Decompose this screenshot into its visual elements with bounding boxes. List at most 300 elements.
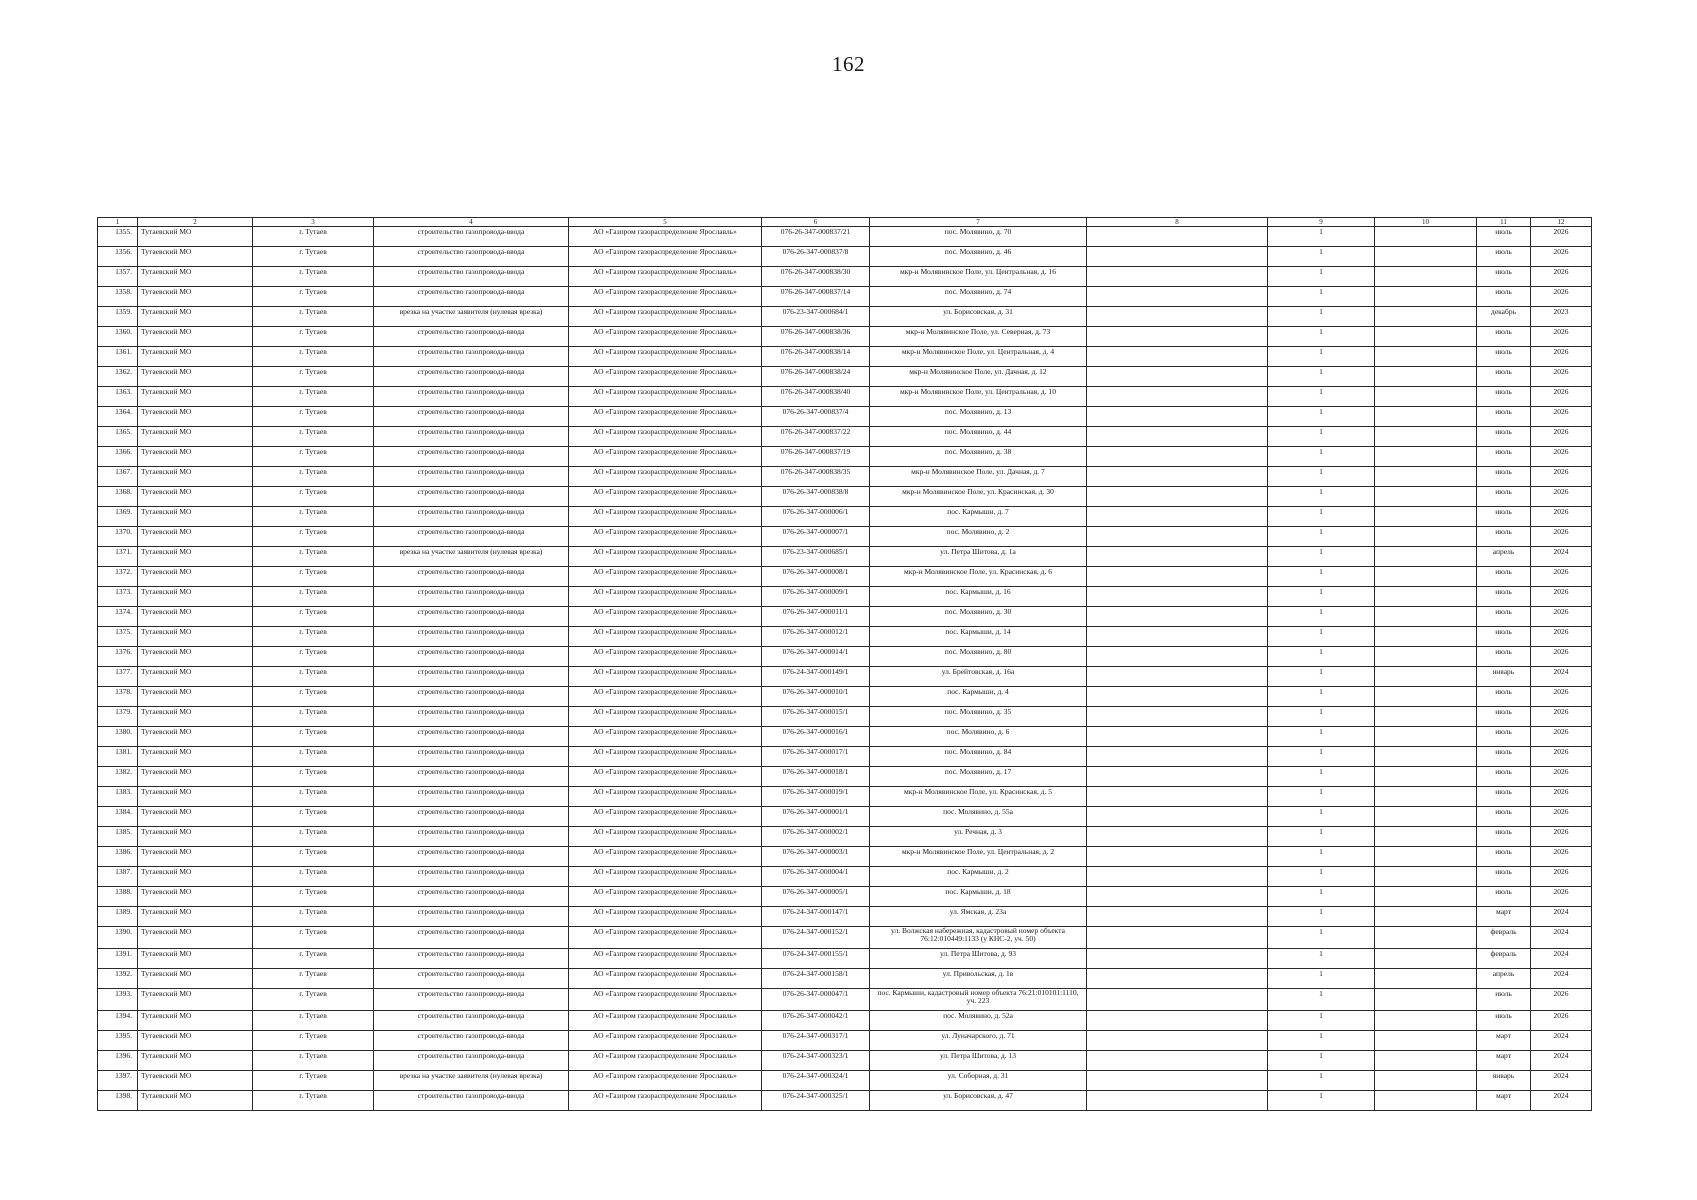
- cell-empty-10: [1375, 607, 1477, 627]
- cell-number: 1371.: [98, 547, 138, 567]
- cell-organization: АО «Газпром газораспределение Ярославль»: [569, 767, 762, 787]
- cell-address: пос. Кармыши, д. 16: [870, 587, 1087, 607]
- cell-city: г. Тутаев: [253, 227, 374, 247]
- cell-number: 1362.: [98, 367, 138, 387]
- cell-work-type: строительство газопровода-ввода: [374, 1031, 569, 1051]
- cell-address: мкр-н Молявинское Поле, ул. Центральная, д. 10: [870, 387, 1087, 407]
- cell-quantity: 1: [1268, 567, 1375, 587]
- cell-work-type: строительство газопровода-ввода: [374, 387, 569, 407]
- cell-city: г. Тутаев: [253, 627, 374, 647]
- cell-number: 1372.: [98, 567, 138, 587]
- cell-empty-10: [1375, 949, 1477, 969]
- cell-year: 2026: [1531, 989, 1592, 1011]
- cell-work-type: строительство газопровода-ввода: [374, 427, 569, 447]
- cell-municipality: Тутаевский МО: [138, 627, 253, 647]
- cell-number: 1358.: [98, 287, 138, 307]
- cell-work-type: строительство газопровода-ввода: [374, 787, 569, 807]
- cell-municipality: Тутаевский МО: [138, 367, 253, 387]
- cell-number: 1394.: [98, 1011, 138, 1031]
- cell-empty-10: [1375, 507, 1477, 527]
- cell-address: ул. Петра Шитова, д. 1а: [870, 547, 1087, 567]
- cell-empty-10: [1375, 969, 1477, 989]
- cell-quantity: 1: [1268, 907, 1375, 927]
- cell-municipality: Тутаевский МО: [138, 307, 253, 327]
- cell-empty-8: [1087, 407, 1268, 427]
- cell-city: г. Тутаев: [253, 507, 374, 527]
- cell-quantity: 1: [1268, 887, 1375, 907]
- table-row: [98, 287, 1592, 307]
- cell-empty-10: [1375, 367, 1477, 387]
- cell-city: г. Тутаев: [253, 767, 374, 787]
- cell-organization: АО «Газпром газораспределение Ярославль»: [569, 807, 762, 827]
- table-row: [98, 227, 1592, 247]
- cell-empty-8: [1087, 969, 1268, 989]
- cell-number: 1396.: [98, 1051, 138, 1071]
- cell-address: пос. Кармыши, д. 18: [870, 887, 1087, 907]
- cell-year: 2026: [1531, 587, 1592, 607]
- cell-organization: АО «Газпром газораспределение Ярославль»: [569, 707, 762, 727]
- cell-empty-8: [1087, 567, 1268, 587]
- cell-request-code: 076-26-347-000009/1: [762, 587, 870, 607]
- cell-year: 2026: [1531, 807, 1592, 827]
- table-row: [98, 787, 1592, 807]
- cell-request-code: 076-24-347-000152/1: [762, 927, 870, 949]
- cell-empty-10: [1375, 807, 1477, 827]
- cell-organization: АО «Газпром газораспределение Ярославль»: [569, 727, 762, 747]
- cell-quantity: 1: [1268, 949, 1375, 969]
- cell-request-code: 076-26-347-000838/40: [762, 387, 870, 407]
- cell-empty-10: [1375, 387, 1477, 407]
- cell-quantity: 1: [1268, 847, 1375, 867]
- cell-city: г. Тутаев: [253, 467, 374, 487]
- cell-city: г. Тутаев: [253, 667, 374, 687]
- cell-empty-10: [1375, 667, 1477, 687]
- column-header-9: 9: [1268, 218, 1375, 227]
- cell-empty-10: [1375, 307, 1477, 327]
- cell-work-type: строительство газопровода-ввода: [374, 347, 569, 367]
- cell-organization: АО «Газпром газораспределение Ярославль»: [569, 667, 762, 687]
- cell-number: 1386.: [98, 847, 138, 867]
- cell-year: 2026: [1531, 747, 1592, 767]
- cell-request-code: 076-26-347-000838/36: [762, 327, 870, 347]
- table-row: [98, 367, 1592, 387]
- cell-municipality: Тутаевский МО: [138, 287, 253, 307]
- table-row: [98, 1011, 1592, 1031]
- cell-year: 2026: [1531, 467, 1592, 487]
- cell-year: 2026: [1531, 427, 1592, 447]
- cell-year: 2026: [1531, 287, 1592, 307]
- cell-year: 2024: [1531, 969, 1592, 989]
- cell-address: пос. Молявино, д. 17: [870, 767, 1087, 787]
- table-row: [98, 347, 1592, 367]
- cell-empty-10: [1375, 567, 1477, 587]
- table-row: [98, 327, 1592, 347]
- cell-year: 2026: [1531, 567, 1592, 587]
- cell-empty-8: [1087, 367, 1268, 387]
- cell-request-code: 076-24-347-000323/1: [762, 1051, 870, 1071]
- cell-city: г. Тутаев: [253, 787, 374, 807]
- cell-month: июль: [1477, 807, 1531, 827]
- cell-city: г. Тутаев: [253, 1011, 374, 1031]
- cell-month: июль: [1477, 507, 1531, 527]
- cell-empty-8: [1087, 647, 1268, 667]
- cell-request-code: 076-26-347-000837/8: [762, 247, 870, 267]
- cell-number: 1370.: [98, 527, 138, 547]
- cell-number: 1387.: [98, 867, 138, 887]
- cell-empty-8: [1087, 827, 1268, 847]
- cell-empty-8: [1087, 807, 1268, 827]
- cell-city: г. Тутаев: [253, 387, 374, 407]
- cell-month: июль: [1477, 267, 1531, 287]
- cell-city: г. Тутаев: [253, 1051, 374, 1071]
- cell-address: ул. Ямская, д. 23а: [870, 907, 1087, 927]
- cell-address: ул. Борисовская, д. 47: [870, 1091, 1087, 1111]
- cell-month: июль: [1477, 647, 1531, 667]
- cell-address: ул. Петра Шитова, д. 13: [870, 1051, 1087, 1071]
- table-row: [98, 949, 1592, 969]
- cell-address: ул. Привольская, д. 1в: [870, 969, 1087, 989]
- cell-empty-8: [1087, 989, 1268, 1011]
- column-header-7: 7: [870, 218, 1087, 227]
- cell-quantity: 1: [1268, 467, 1375, 487]
- cell-city: г. Тутаев: [253, 1031, 374, 1051]
- table-row: [98, 707, 1592, 727]
- cell-request-code: 076-26-347-000838/8: [762, 487, 870, 507]
- cell-work-type: строительство газопровода-ввода: [374, 707, 569, 727]
- cell-empty-10: [1375, 407, 1477, 427]
- cell-empty-10: [1375, 827, 1477, 847]
- table-row: [98, 567, 1592, 587]
- table-row: [98, 507, 1592, 527]
- column-header-3: 3: [253, 218, 374, 227]
- cell-empty-8: [1087, 949, 1268, 969]
- cell-year: 2023: [1531, 307, 1592, 327]
- cell-year: 2024: [1531, 1091, 1592, 1111]
- cell-number: 1367.: [98, 467, 138, 487]
- cell-organization: АО «Газпром газораспределение Ярославль»: [569, 427, 762, 447]
- cell-empty-10: [1375, 927, 1477, 949]
- cell-city: г. Тутаев: [253, 907, 374, 927]
- cell-municipality: Тутаевский МО: [138, 1051, 253, 1071]
- cell-municipality: Тутаевский МО: [138, 527, 253, 547]
- cell-city: г. Тутаев: [253, 827, 374, 847]
- cell-year: 2026: [1531, 627, 1592, 647]
- cell-work-type: врезка на участке заявителя (нулевая врезка): [374, 1071, 569, 1091]
- cell-quantity: 1: [1268, 1051, 1375, 1071]
- cell-quantity: 1: [1268, 827, 1375, 847]
- cell-number: 1368.: [98, 487, 138, 507]
- cell-number: 1381.: [98, 747, 138, 767]
- cell-quantity: 1: [1268, 787, 1375, 807]
- cell-request-code: 076-26-347-000042/1: [762, 1011, 870, 1031]
- table-row: [98, 927, 1592, 949]
- cell-month: февраль: [1477, 927, 1531, 949]
- cell-address: ул. Луначарского, д. 71: [870, 1031, 1087, 1051]
- cell-empty-8: [1087, 667, 1268, 687]
- cell-number: 1376.: [98, 647, 138, 667]
- column-number-row: [98, 218, 1592, 227]
- cell-empty-8: [1087, 907, 1268, 927]
- cell-organization: АО «Газпром газораспределение Ярославль»: [569, 387, 762, 407]
- cell-request-code: 076-26-347-000017/1: [762, 747, 870, 767]
- cell-empty-8: [1087, 527, 1268, 547]
- cell-month: июль: [1477, 407, 1531, 427]
- cell-request-code: 076-26-347-000047/1: [762, 989, 870, 1011]
- cell-empty-10: [1375, 467, 1477, 487]
- cell-year: 2024: [1531, 667, 1592, 687]
- table-row: [98, 387, 1592, 407]
- cell-municipality: Тутаевский МО: [138, 847, 253, 867]
- table-row: [98, 727, 1592, 747]
- column-header-5: 5: [569, 218, 762, 227]
- cell-empty-8: [1087, 707, 1268, 727]
- cell-quantity: 1: [1268, 627, 1375, 647]
- cell-empty-8: [1087, 267, 1268, 287]
- cell-quantity: 1: [1268, 587, 1375, 607]
- cell-request-code: 076-26-347-000837/22: [762, 427, 870, 447]
- cell-number: 1374.: [98, 607, 138, 627]
- cell-empty-10: [1375, 587, 1477, 607]
- cell-empty-10: [1375, 1051, 1477, 1071]
- cell-municipality: Тутаевский МО: [138, 387, 253, 407]
- cell-address: пос. Кармыши, д. 4: [870, 687, 1087, 707]
- cell-work-type: строительство газопровода-ввода: [374, 527, 569, 547]
- cell-organization: АО «Газпром газораспределение Ярославль»: [569, 867, 762, 887]
- cell-number: 1377.: [98, 667, 138, 687]
- cell-empty-10: [1375, 427, 1477, 447]
- cell-month: март: [1477, 1051, 1531, 1071]
- cell-city: г. Тутаев: [253, 707, 374, 727]
- cell-work-type: строительство газопровода-ввода: [374, 867, 569, 887]
- cell-month: июль: [1477, 847, 1531, 867]
- cell-work-type: строительство газопровода-ввода: [374, 1011, 569, 1031]
- cell-number: 1383.: [98, 787, 138, 807]
- cell-address: пос. Кармыши, д. 7: [870, 507, 1087, 527]
- cell-empty-10: [1375, 767, 1477, 787]
- cell-quantity: 1: [1268, 487, 1375, 507]
- cell-municipality: Тутаевский МО: [138, 1091, 253, 1111]
- cell-request-code: 076-26-347-000015/1: [762, 707, 870, 727]
- cell-month: июль: [1477, 827, 1531, 847]
- cell-month: июль: [1477, 687, 1531, 707]
- cell-number: 1384.: [98, 807, 138, 827]
- cell-quantity: 1: [1268, 1031, 1375, 1051]
- cell-request-code: 076-26-347-000016/1: [762, 727, 870, 747]
- cell-month: июль: [1477, 867, 1531, 887]
- cell-empty-8: [1087, 327, 1268, 347]
- cell-empty-8: [1087, 447, 1268, 467]
- table-row: [98, 847, 1592, 867]
- cell-year: 2026: [1531, 727, 1592, 747]
- cell-month: апрель: [1477, 969, 1531, 989]
- cell-month: июль: [1477, 1011, 1531, 1031]
- cell-work-type: строительство газопровода-ввода: [374, 949, 569, 969]
- cell-work-type: строительство газопровода-ввода: [374, 487, 569, 507]
- cell-municipality: Тутаевский МО: [138, 687, 253, 707]
- cell-work-type: строительство газопровода-ввода: [374, 767, 569, 787]
- cell-request-code: 076-26-347-000007/1: [762, 527, 870, 547]
- cell-year: 2026: [1531, 827, 1592, 847]
- cell-number: 1361.: [98, 347, 138, 367]
- cell-number: 1389.: [98, 907, 138, 927]
- cell-request-code: 076-26-347-000011/1: [762, 607, 870, 627]
- cell-organization: АО «Газпром газораспределение Ярославль»: [569, 287, 762, 307]
- cell-month: январь: [1477, 667, 1531, 687]
- cell-work-type: строительство газопровода-ввода: [374, 989, 569, 1011]
- cell-year: 2026: [1531, 527, 1592, 547]
- cell-year: 2026: [1531, 867, 1592, 887]
- cell-address: мкр-н Молявинское Поле, ул. Дачная, д. 7: [870, 467, 1087, 487]
- cell-year: 2026: [1531, 647, 1592, 667]
- cell-quantity: 1: [1268, 707, 1375, 727]
- cell-empty-10: [1375, 487, 1477, 507]
- cell-request-code: 076-26-347-000838/24: [762, 367, 870, 387]
- cell-month: июль: [1477, 527, 1531, 547]
- cell-empty-10: [1375, 847, 1477, 867]
- cell-month: июль: [1477, 747, 1531, 767]
- cell-request-code: 076-26-347-000004/1: [762, 867, 870, 887]
- cell-municipality: Тутаевский МО: [138, 747, 253, 767]
- cell-city: г. Тутаев: [253, 307, 374, 327]
- cell-organization: АО «Газпром газораспределение Ярославль»: [569, 267, 762, 287]
- column-header-10: 10: [1375, 218, 1477, 227]
- cell-request-code: 076-26-347-000014/1: [762, 647, 870, 667]
- cell-work-type: строительство газопровода-ввода: [374, 587, 569, 607]
- cell-year: 2024: [1531, 927, 1592, 949]
- cell-number: 1390.: [98, 927, 138, 949]
- cell-request-code: 076-26-347-000003/1: [762, 847, 870, 867]
- cell-empty-10: [1375, 1091, 1477, 1111]
- cell-quantity: 1: [1268, 267, 1375, 287]
- table-row: [98, 827, 1592, 847]
- cell-month: декабрь: [1477, 307, 1531, 327]
- cell-request-code: 076-23-347-000684/1: [762, 307, 870, 327]
- cell-municipality: Тутаевский МО: [138, 927, 253, 949]
- cell-year: 2026: [1531, 347, 1592, 367]
- table-row: [98, 527, 1592, 547]
- cell-quantity: 1: [1268, 989, 1375, 1011]
- cell-organization: АО «Газпром газораспределение Ярославль»: [569, 467, 762, 487]
- cell-year: 2024: [1531, 949, 1592, 969]
- cell-work-type: строительство газопровода-ввода: [374, 969, 569, 989]
- cell-number: 1365.: [98, 427, 138, 447]
- cell-city: г. Тутаев: [253, 447, 374, 467]
- cell-empty-8: [1087, 287, 1268, 307]
- cell-empty-10: [1375, 687, 1477, 707]
- cell-empty-8: [1087, 847, 1268, 867]
- cell-organization: АО «Газпром газораспределение Ярославль»: [569, 487, 762, 507]
- cell-quantity: 1: [1268, 747, 1375, 767]
- cell-quantity: 1: [1268, 1071, 1375, 1091]
- cell-number: 1357.: [98, 267, 138, 287]
- cell-month: июль: [1477, 767, 1531, 787]
- cell-municipality: Тутаевский МО: [138, 487, 253, 507]
- cell-request-code: 076-26-347-000002/1: [762, 827, 870, 847]
- cell-municipality: Тутаевский МО: [138, 827, 253, 847]
- cell-work-type: строительство газопровода-ввода: [374, 327, 569, 347]
- cell-municipality: Тутаевский МО: [138, 667, 253, 687]
- cell-organization: АО «Газпром газораспределение Ярославль»: [569, 547, 762, 567]
- cell-organization: АО «Газпром газораспределение Ярославль»: [569, 587, 762, 607]
- cell-municipality: Тутаевский МО: [138, 707, 253, 727]
- table-row: [98, 447, 1592, 467]
- cell-organization: АО «Газпром газораспределение Ярославль»: [569, 527, 762, 547]
- cell-organization: АО «Газпром газораспределение Ярославль»: [569, 1051, 762, 1071]
- cell-work-type: строительство газопровода-ввода: [374, 1091, 569, 1111]
- cell-year: 2024: [1531, 547, 1592, 567]
- cell-quantity: 1: [1268, 247, 1375, 267]
- cell-month: июль: [1477, 727, 1531, 747]
- cell-month: июль: [1477, 467, 1531, 487]
- cell-quantity: 1: [1268, 227, 1375, 247]
- cell-month: июль: [1477, 989, 1531, 1011]
- cell-city: г. Тутаев: [253, 267, 374, 287]
- cell-empty-8: [1087, 1031, 1268, 1051]
- cell-empty-8: [1087, 1051, 1268, 1071]
- cell-organization: АО «Газпром газораспределение Ярославль»: [569, 407, 762, 427]
- cell-address: пос. Кармыши, д. 14: [870, 627, 1087, 647]
- cell-organization: АО «Газпром газораспределение Ярославль»: [569, 907, 762, 927]
- cell-work-type: строительство газопровода-ввода: [374, 927, 569, 949]
- cell-work-type: строительство газопровода-ввода: [374, 367, 569, 387]
- cell-municipality: Тутаевский МО: [138, 767, 253, 787]
- cell-empty-10: [1375, 627, 1477, 647]
- cell-empty-8: [1087, 487, 1268, 507]
- cell-work-type: строительство газопровода-ввода: [374, 407, 569, 427]
- cell-year: 2024: [1531, 1071, 1592, 1091]
- cell-organization: АО «Газпром газораспределение Ярославль»: [569, 949, 762, 969]
- cell-work-type: строительство газопровода-ввода: [374, 567, 569, 587]
- table-row: [98, 807, 1592, 827]
- cell-organization: АО «Газпром газораспределение Ярославль»: [569, 507, 762, 527]
- cell-city: г. Тутаев: [253, 887, 374, 907]
- cell-work-type: строительство газопровода-ввода: [374, 847, 569, 867]
- cell-municipality: Тутаевский МО: [138, 447, 253, 467]
- cell-work-type: строительство газопровода-ввода: [374, 287, 569, 307]
- cell-month: март: [1477, 1091, 1531, 1111]
- column-header-6: 6: [762, 218, 870, 227]
- cell-address: пос. Молявино, д. 35: [870, 707, 1087, 727]
- cell-city: г. Тутаев: [253, 969, 374, 989]
- cell-request-code: 076-23-347-000685/1: [762, 547, 870, 567]
- cell-empty-10: [1375, 787, 1477, 807]
- cell-request-code: 076-26-347-000018/1: [762, 767, 870, 787]
- table-row: [98, 989, 1592, 1011]
- cell-request-code: 076-26-347-000838/14: [762, 347, 870, 367]
- cell-city: г. Тутаев: [253, 927, 374, 949]
- cell-month: июль: [1477, 327, 1531, 347]
- cell-empty-8: [1087, 767, 1268, 787]
- table-row: [98, 687, 1592, 707]
- cell-empty-8: [1087, 887, 1268, 907]
- cell-address: мкр-н Молявинское Поле, ул. Красинская, д. 30: [870, 487, 1087, 507]
- table-row: [98, 547, 1592, 567]
- cell-municipality: Тутаевский МО: [138, 647, 253, 667]
- table-row: [98, 907, 1592, 927]
- cell-year: 2026: [1531, 407, 1592, 427]
- cell-empty-10: [1375, 267, 1477, 287]
- cell-municipality: Тутаевский МО: [138, 907, 253, 927]
- cell-month: июль: [1477, 447, 1531, 467]
- cell-month: март: [1477, 907, 1531, 927]
- cell-empty-10: [1375, 227, 1477, 247]
- cell-request-code: 076-26-347-000008/1: [762, 567, 870, 587]
- cell-empty-10: [1375, 647, 1477, 667]
- cell-municipality: Тутаевский МО: [138, 587, 253, 607]
- cell-organization: АО «Газпром газораспределение Ярославль»: [569, 247, 762, 267]
- cell-year: 2026: [1531, 447, 1592, 467]
- cell-year: 2026: [1531, 887, 1592, 907]
